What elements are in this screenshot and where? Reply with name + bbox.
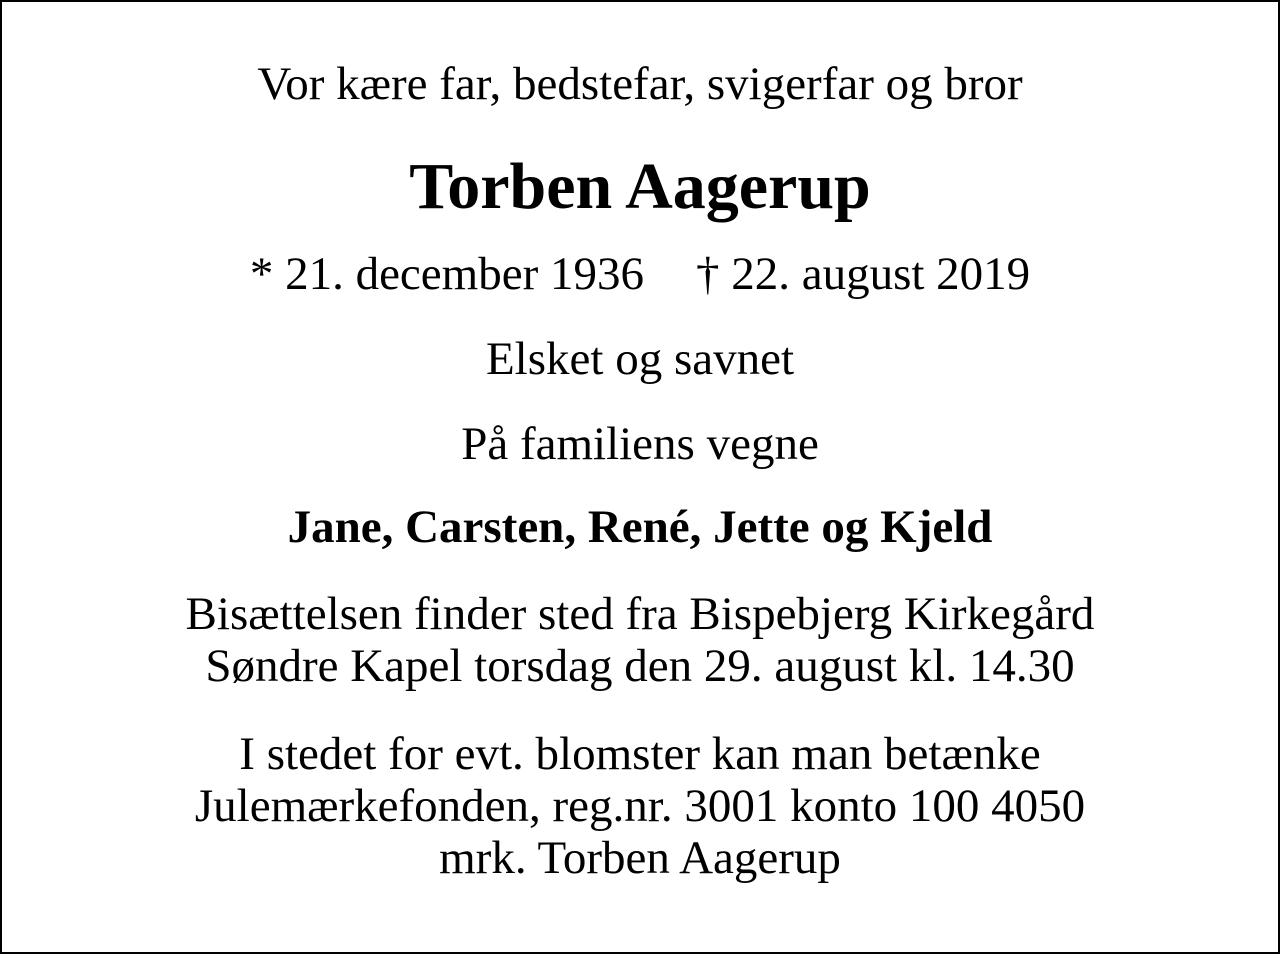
signers-line: Jane, Carsten, René, Jette og Kjeld <box>287 501 993 553</box>
death-date: † 22. august 2019 <box>695 248 1031 300</box>
service-info <box>2 588 1278 692</box>
birth-date: * 21. december 1936 <box>249 248 644 300</box>
intro-line: Vor kære far, bedstefar, svigerfar og bror <box>257 58 1023 110</box>
loved-line: Elsket og savnet <box>485 333 795 385</box>
donation-line-3: mrk. Torben Aagerup <box>439 832 841 884</box>
service-line-2: Søndre Kapel torsdag den 29. august kl. 14.30 <box>205 640 1075 692</box>
donation-line-1: I stedet for evt. blomster kan man betænke <box>239 728 1041 780</box>
on-behalf-line: På familiens vegne <box>461 418 819 470</box>
deceased-name: Torben Aagerup <box>409 150 871 223</box>
donation-line-2: Julemærkefonden, reg.nr. 3001 konto 100 4050 <box>194 780 1086 832</box>
donation-info <box>2 728 1278 884</box>
life-dates <box>2 246 1278 302</box>
service-line-1: Bisættelsen finder sted fra Bispebjerg Kirkegård <box>185 588 1095 640</box>
